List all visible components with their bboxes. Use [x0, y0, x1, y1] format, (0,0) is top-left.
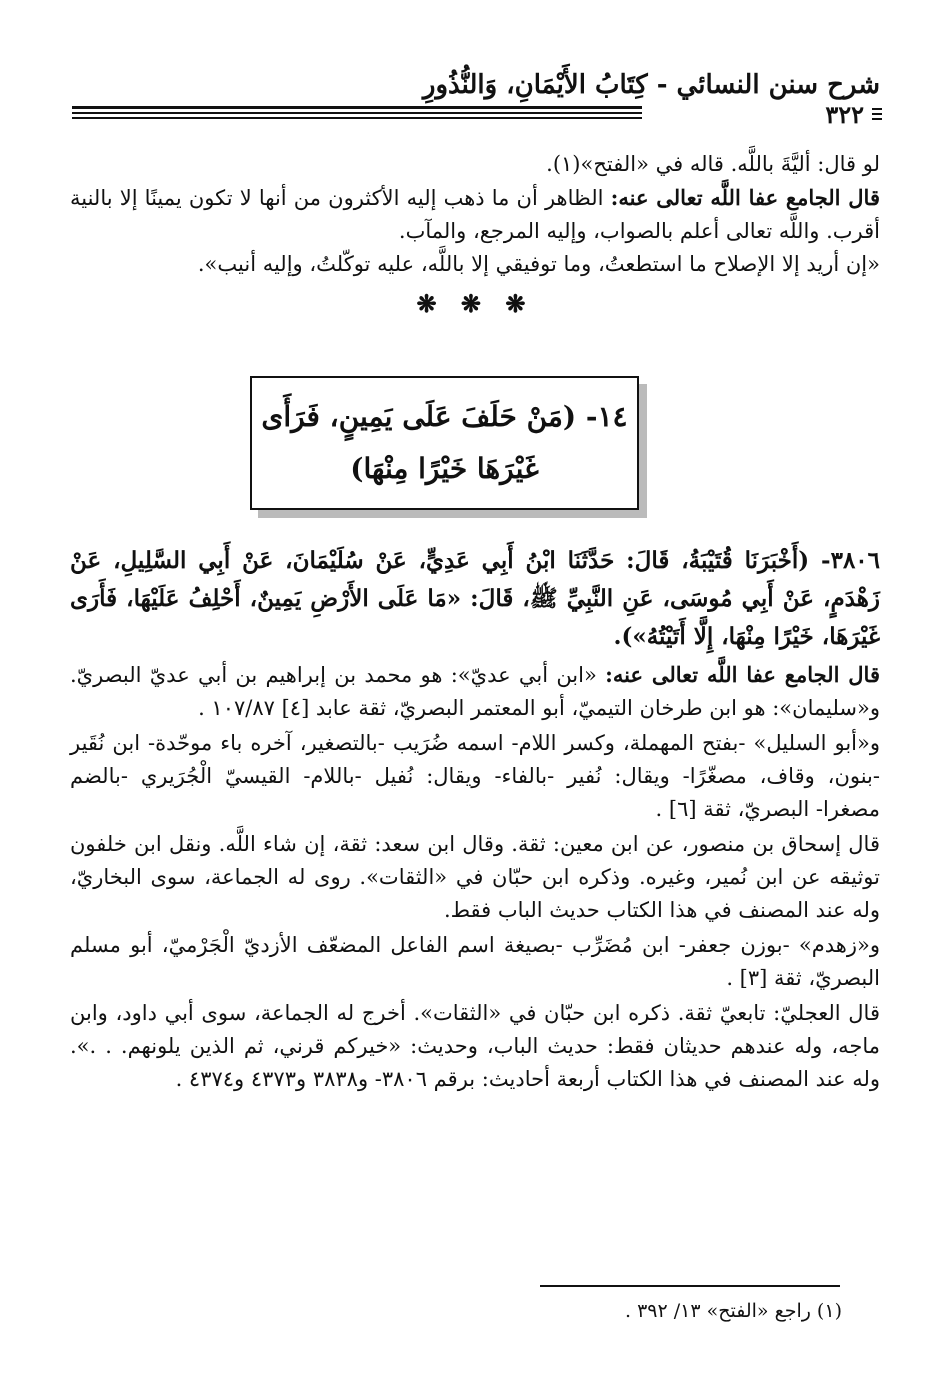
paragraph	[70, 658, 880, 725]
paragraph-lead: قال الجامع عفا اللَّه تعالى عنه:	[605, 662, 880, 687]
chapter-title-line: غَيْرَهَا خَيْرًا مِنْهَا)	[350, 452, 539, 485]
paragraph-lead: قال الجامع عفا اللَّه تعالى عنه:	[610, 185, 880, 210]
chapter-title-line: ١٤- (مَنْ حَلَفَ عَلَى يَمِينٍ، فَرَأَى	[261, 400, 628, 433]
paragraph: و«زهدم» -بوزن جعفر- ابن مُضَرِّب -بصيغة اسم الفاعل المضعّف الأزديّ الْجَرْميّ، أبو مسلم البصريّ، ثقة [٣] .	[70, 933, 880, 990]
paragraph	[70, 181, 880, 248]
paragraph: «إن أريد إلا الإصلاح ما استطعتُ، وما توفيقي إلا باللَّه، عليه توكّلتُ، وإليه أنيب».	[197, 252, 880, 276]
paragraph: لو قال: أليَّةَ باللَّه. قاله في «الفتح»(١).	[546, 152, 880, 176]
running-title: شرح سنن النسائي - كِتَابُ الأَيْمَانِ، وَالنُّذُورِ	[422, 70, 880, 100]
footnote: (١) راجع «الفتح» ١٣/ ٣٩٢ .	[624, 1300, 842, 1322]
footnote-rule	[540, 1285, 840, 1287]
page-number: ٣٢٢	[825, 100, 864, 129]
paragraph-text: الظاهر أن ما ذهب إليه الأكثرون من أنها لا تكون يمينًا إلا بالنية أقرب. واللَّه تعالى أعلم بالصواب، وإليه المرجع، والمآب.	[70, 186, 880, 243]
chapter-heading-box	[250, 376, 639, 510]
section-separator: ❋ ❋ ❋	[416, 289, 534, 318]
paragraph: و«أبو السليل» -بفتح المهملة، وكسر اللام- اسمه ضُرَيب -بالتصغير، آخره باء موحّدة- ابن نُقَير -بنون، وقاف، مصغّرًا- ويقال: نُفير -بالفاء- ويقال: نُفيل -باللام- القيسيّ الْجُرَيري -بالضم مصغرا- البصريّ، ثقة [٦] .	[70, 731, 880, 821]
top-section	[70, 148, 880, 325]
hadith-text: ٣٨٠٦- (أَخْبَرَنَا قُتَيْبَةُ، قَالَ: حَدَّثَنَا ابْنُ أَبِي عَدِيٍّ، عَنْ سُلَيْمَانَ، عَنْ أَبِي السَّلِيلِ، عَنْ زَهْدَمٍ، عَنْ أَبِي مُوسَى، عَنِ النَّبِيِّ ﷺ، قَالَ: «مَا عَلَى الأَرْضِ يَمِينٌ، أَحْلِفُ عَلَيْهَا، فَأَرَى غَيْرَهَا، خَيْرًا مِنْهَا، إِلَّا أَتَيْتُهُ»).	[70, 547, 881, 650]
header-rule-right	[872, 108, 882, 120]
hadith-section	[70, 540, 880, 1096]
paragraph: قال العجليّ: تابعيّ ثقة. ذكره ابن حبّان في «الثقات». أخرج له الجماعة، سوى أبي داود، وابن ماجه، وله عندهم حديثان فقط: حديث الباب، وحديث: «خيركم قرني، ثم الذين يلونهم. . .». وله عند المصنف في هذا الكتاب أربعة أحاديث: برقم ٣٨٠٦- و٣٨٣٨ و٤٣٧٣ و٤٣٧٤ .	[70, 1001, 880, 1091]
paragraph: قال إسحاق بن منصور، عن ابن معين: ثقة. وقال ابن سعد: ثقة، إن شاء اللَّه. ونقل ابن خلفون توثيقه عن ابن نُمير، وغيره. وذكره ابن حبّان في «الثقات». روى له الجماعة، سوى البخاريّ، وله عند المصنف في هذا الكتاب حديث الباب فقط.	[70, 832, 880, 922]
header-rule	[72, 106, 642, 122]
paragraph-text: «ابن أبي عديّ»: هو محمد بن إبراهيم بن أبي عديّ البصريّ. و«سليمان»: هو ابن طرخان التيميّ، أبو المعتمر البصريّ، ثقة عابد [٤] ١٠٧/٨٧ .	[70, 663, 880, 720]
